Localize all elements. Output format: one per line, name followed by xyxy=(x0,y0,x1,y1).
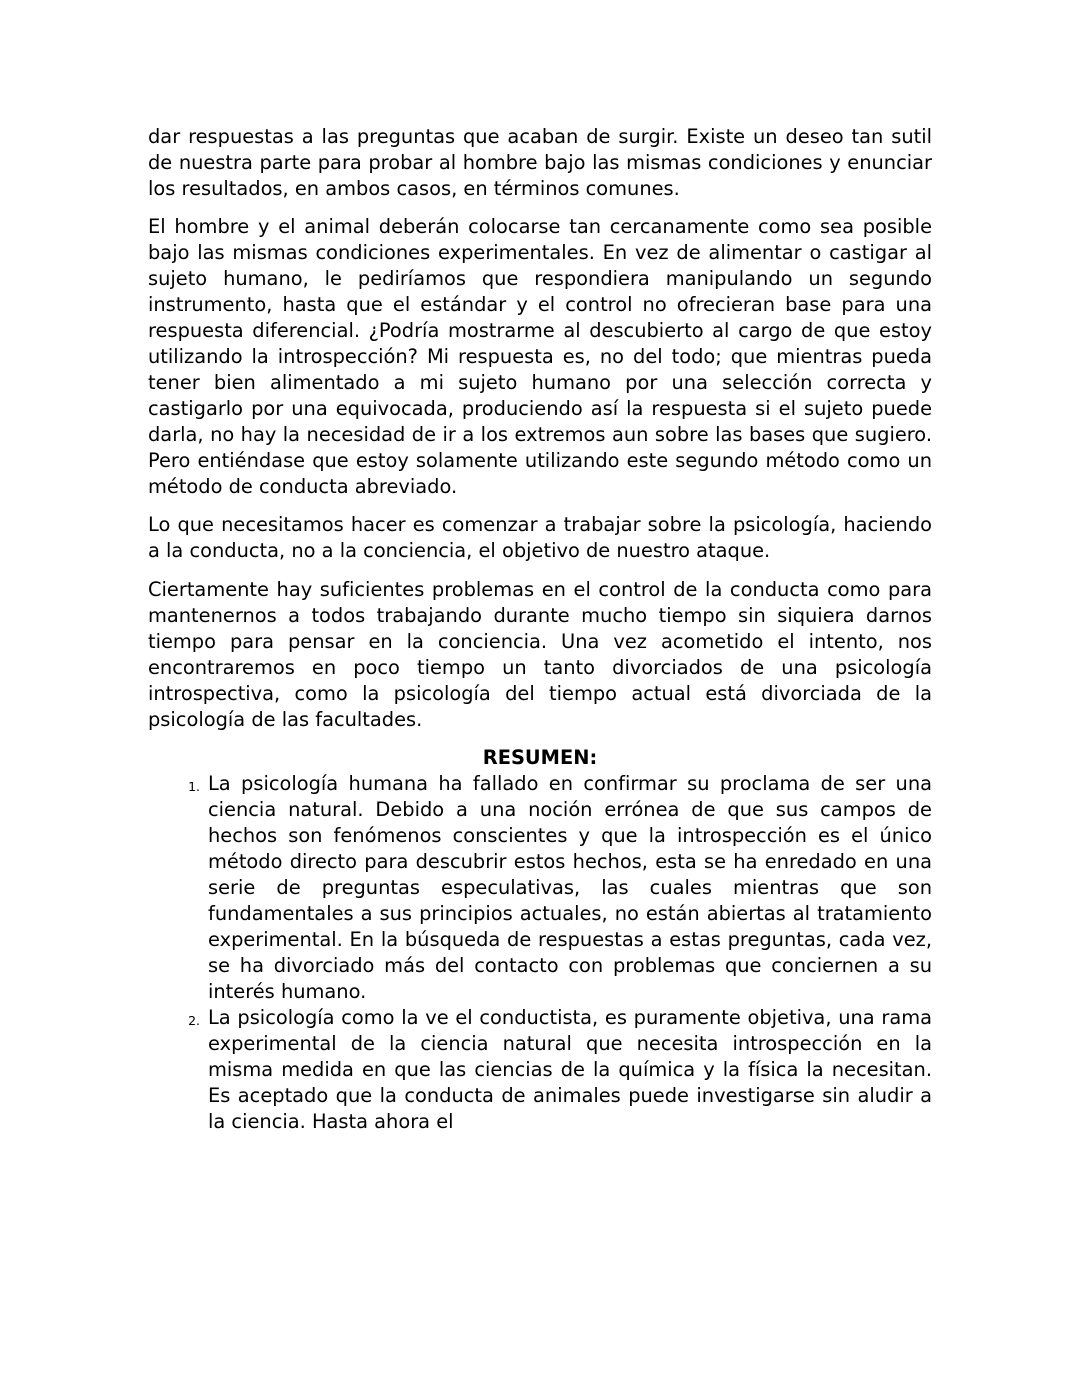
document-text-column xyxy=(148,124,932,1135)
summary-heading: RESUMEN: xyxy=(482,746,598,769)
list-item-text-2: La psicología como la ve el conductista, es puramente objetiva, una rama experimental de la ciencia natural que necesita introspección en la misma medida en que las ciencias de la química y la física la necesitan. Es aceptado que la conducta de animales puede investigarse sin aludir a la ciencia. Hasta ahora el xyxy=(208,1006,932,1133)
paragraph-1: dar respuestas a las preguntas que acaban de surgir. Existe un deseo tan sutil de nuestra parte para probar al hombre bajo las mismas condiciones y enunciar los resultados, en ambos casos, en términos comunes. xyxy=(148,125,932,200)
list-item-text-1: La psicología humana ha fallado en confirmar su proclama de ser una ciencia natural. Debido a una noción errónea de que sus campos de hechos son fenómenos conscientes y que la introspección es el único método directo para descubrir estos hechos, esta se ha enredado en una serie de preguntas especulativas, las cuales mientras que son fundamentales a sus principios actuales, no están abiertas al tratamiento experimental. En la búsqueda de respuestas a estas preguntas, cada vez, se ha divorciado más del contacto con problemas que conciernen a su interés humano. xyxy=(208,772,932,1003)
list-item xyxy=(148,771,932,1005)
paragraph-3: Lo que necesitamos hacer es comenzar a trabajar sobre la psicología, haciendo a la conducta, no a la conciencia, el objetivo de nuestro ataque. xyxy=(148,513,932,562)
list-marker-1: 1. xyxy=(188,779,200,794)
paragraph-2: El hombre y el animal deberán colocarse tan cercanamente como sea posible bajo las mismas condiciones experimentales. En vez de alimentar o castigar al sujeto humano, le pediríamos que respondiera manipulando un segundo instrumento, hasta que el estándar y el control no ofrecieran base para una respuesta diferencial. ¿Podría mostrarme al descubierto al cargo de que estoy utilizando la introspección? Mi respuesta es, no del todo; que mientras pueda tener bien alimentado a mi sujeto humano por una selección correcta y castigarlo por una equivocada, produciendo así la respuesta si el sujeto puede darla, no hay la necesidad de ir a los extremos aun sobre las bases que sugiero. Pero entiéndase que estoy solamente utilizando este segundo método como un método de conducta abreviado. xyxy=(148,215,932,498)
paragraph-4: Ciertamente hay suficientes problemas en el control de la conducta como para mantenernos a todos trabajando durante mucho tiempo sin siquiera darnos tiempo para pensar en la conciencia. Una vez acometido el intento, nos encontraremos en poco tiempo un tanto divorciados de una psicología introspectiva, como la psicología del tiempo actual está divorciada de la psicología de las facultades. xyxy=(148,578,932,731)
list-marker-2: 2. xyxy=(188,1013,200,1028)
list-item xyxy=(148,1005,932,1135)
summary-list xyxy=(148,771,932,1135)
